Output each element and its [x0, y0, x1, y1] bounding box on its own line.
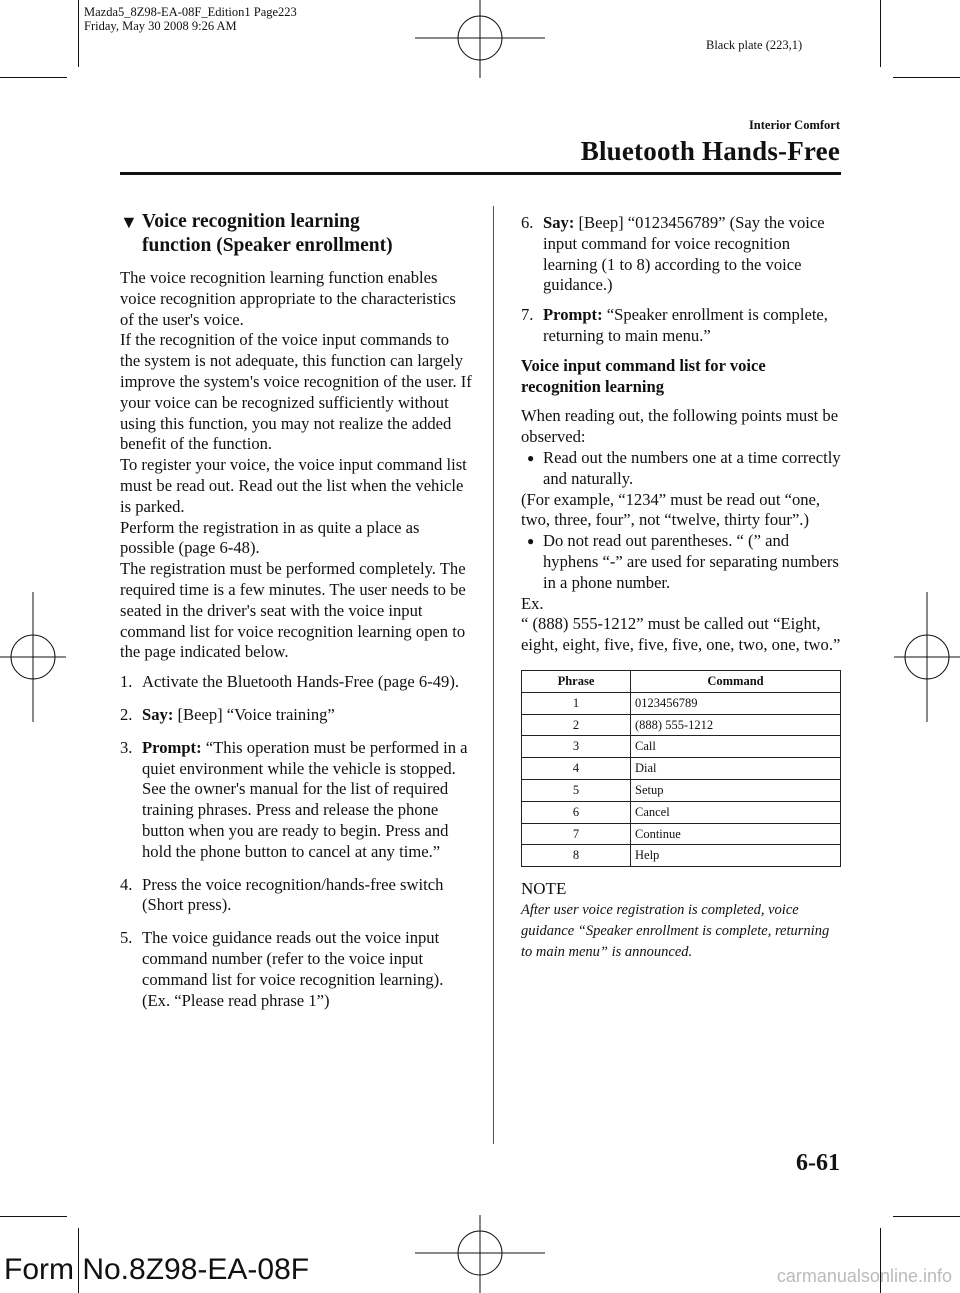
heading-line2: function (Speaker enrollment) — [142, 235, 393, 256]
right-column — [521, 213, 841, 963]
black-plate-label: Black plate (223,1) — [706, 38, 803, 52]
example-text: “ (888) 555-1212” must be called out “Eight, eight, eight, five, five, five, one, two, one, two.” — [521, 614, 841, 655]
print-meta — [84, 5, 297, 33]
bullet-text: Do not read out parentheses. “ (” and hyphens “-” are used for separating numbers in a phone number. — [543, 531, 839, 592]
step-3 — [120, 738, 472, 863]
print-meta-line1: Mazda5_8Z98-EA-08F_Edition1 Page223 — [84, 5, 297, 19]
table-cell: 8 — [522, 845, 631, 867]
intro-text — [120, 268, 472, 663]
table-cell: 0123456789 — [631, 692, 841, 714]
step-number: 7. — [521, 305, 534, 325]
table-row — [522, 845, 841, 867]
step-text: Activate the Bluetooth Hands-Free (page 6-49). — [142, 672, 460, 692]
intro-paragraph: If the recognition of the voice input commands to the system is not adequate, this function can largely improve the system's voice recognition of the user. If your voice can be recognized sufficiently without using this function, you may not realize the added benefit of the function. — [120, 330, 472, 454]
form-number: Form No.8Z98-EA-08F — [4, 1253, 310, 1286]
section-heading — [120, 210, 472, 258]
table-cell: 3 — [522, 736, 631, 758]
bullet-icon: ● — [527, 450, 535, 465]
heading-marker: ▼ — [120, 212, 138, 232]
step-text: [Beep] “Voice training” — [177, 704, 335, 724]
table-row — [522, 714, 841, 736]
step-1 — [120, 672, 472, 693]
table-cell: 4 — [522, 758, 631, 780]
table-row — [522, 779, 841, 801]
intro-paragraph: To register your voice, the voice input command list must be read out. Read out the list when the vehicle is parked. — [120, 455, 467, 516]
reading-intro: When reading out, the following points must be observed: — [521, 406, 839, 447]
example-text: (For example, “1234” must be read out “one, two, three, four”, not “twelve, thirty four”.) — [521, 489, 821, 530]
crop-mark-tl-v — [78, 0, 79, 67]
step-number: 2. — [120, 704, 133, 724]
command-list-title: Voice input command list for voice recognition learning — [521, 355, 766, 396]
table-cell: Help — [631, 845, 841, 867]
step-6 — [521, 213, 841, 296]
table-row — [522, 801, 841, 823]
step-number: 6. — [521, 213, 534, 232]
table-cell: Setup — [631, 779, 841, 801]
table-row — [522, 692, 841, 714]
bullet-item — [521, 448, 841, 490]
crop-mark-tl-h — [0, 77, 67, 78]
crop-mark-tr-h — [893, 77, 960, 78]
intro-paragraph: Perform the registration in as quite a place as possible (page 6-48). — [120, 517, 420, 558]
table-cell: (888) 555-1212 — [631, 714, 841, 736]
table-header: Phrase — [522, 670, 631, 692]
step-text: “This operation must be performed in a quiet environment while the vehicle is stopped. See the owner's manual for the list of required training phrases. Press and release the phone button when you are ready to begin. Press and hold the phone button to cancel at any time.” — [142, 737, 468, 861]
command-table — [521, 670, 841, 867]
step-2 — [120, 705, 472, 726]
section-title: Interior Comfort — [748, 118, 840, 132]
table-cell: Cancel — [631, 801, 841, 823]
bullet-icon: ● — [527, 534, 535, 549]
step-text: “Speaker enrollment is complete, returning to main menu.” — [543, 305, 828, 345]
bullet-item — [521, 531, 841, 593]
registration-target-right — [894, 592, 960, 722]
table-cell: 2 — [522, 714, 631, 736]
step-7 — [521, 305, 841, 347]
registration-target-bottom — [415, 1215, 545, 1293]
chapter-title: Bluetooth Hands-Free — [580, 136, 840, 166]
table-cell: Dial — [631, 758, 841, 780]
step-text: [Beep] “0123456789” (Say the voice input command for voice recognition learning (1 to 8) according to the voice guidance.) — [543, 213, 825, 295]
registration-target-left — [0, 592, 66, 722]
table-cell: 6 — [522, 801, 631, 823]
step-5 — [120, 928, 472, 1011]
registration-target-top — [415, 0, 545, 78]
table-cell: Call — [631, 736, 841, 758]
step-label: Say: — [543, 213, 575, 232]
step-text: Press the voice recognition/hands-free switch (Short press). — [142, 874, 444, 915]
table-cell: Continue — [631, 823, 841, 845]
print-meta-line2: Friday, May 30 2008 9:26 AM — [84, 19, 237, 33]
heading-line1: Voice recognition learning — [142, 211, 360, 232]
step-4 — [120, 875, 472, 917]
note-title: NOTE — [521, 879, 567, 899]
intro-paragraph: The registration must be performed completely. The required time is a few minutes. The user needs to be seated in the driver's seat with the voice input command list for voice recognition learning open to the page indicated below. — [120, 559, 466, 662]
header-rule — [120, 172, 841, 175]
step-label: Prompt: — [543, 305, 603, 325]
crop-mark-br-h — [893, 1216, 960, 1217]
page-number: 6-61 — [796, 1150, 840, 1176]
table-cell: 7 — [522, 823, 631, 845]
step-text: The voice guidance reads out the voice input command number (refer to the voice input command list for voice recognition learning). (Ex. “Please read phrase 1”) — [142, 928, 444, 1010]
step-number: 3. — [120, 737, 133, 757]
table-row — [522, 736, 841, 758]
table-cell: 1 — [522, 692, 631, 714]
note-text: After user voice registration is completed, voice guidance “Speaker enrollment is complete, returning to main menu” is announced. — [521, 901, 830, 960]
table-row — [522, 823, 841, 845]
left-column — [120, 210, 472, 1023]
table-header-row — [522, 670, 841, 692]
step-number: 1. — [120, 672, 133, 692]
intro-paragraph: The voice recognition learning function enables voice recognition appropriate to the characteristics of the user's voice. — [120, 268, 456, 329]
bullet-text: Read out the numbers one at a time correctly and naturally. — [543, 447, 841, 488]
table-cell: 5 — [522, 779, 631, 801]
table-row — [522, 758, 841, 780]
step-number: 4. — [120, 874, 133, 894]
watermark-text: carmanualsonline.info — [776, 1266, 952, 1286]
column-divider — [493, 206, 494, 1144]
crop-mark-bl-h — [0, 1216, 67, 1217]
crop-mark-tr-v — [880, 0, 881, 67]
step-number: 5. — [120, 928, 133, 948]
example-label: Ex. — [521, 593, 544, 613]
table-header: Command — [631, 670, 841, 692]
step-label: Prompt: — [142, 737, 202, 757]
step-label: Say: — [142, 704, 174, 724]
